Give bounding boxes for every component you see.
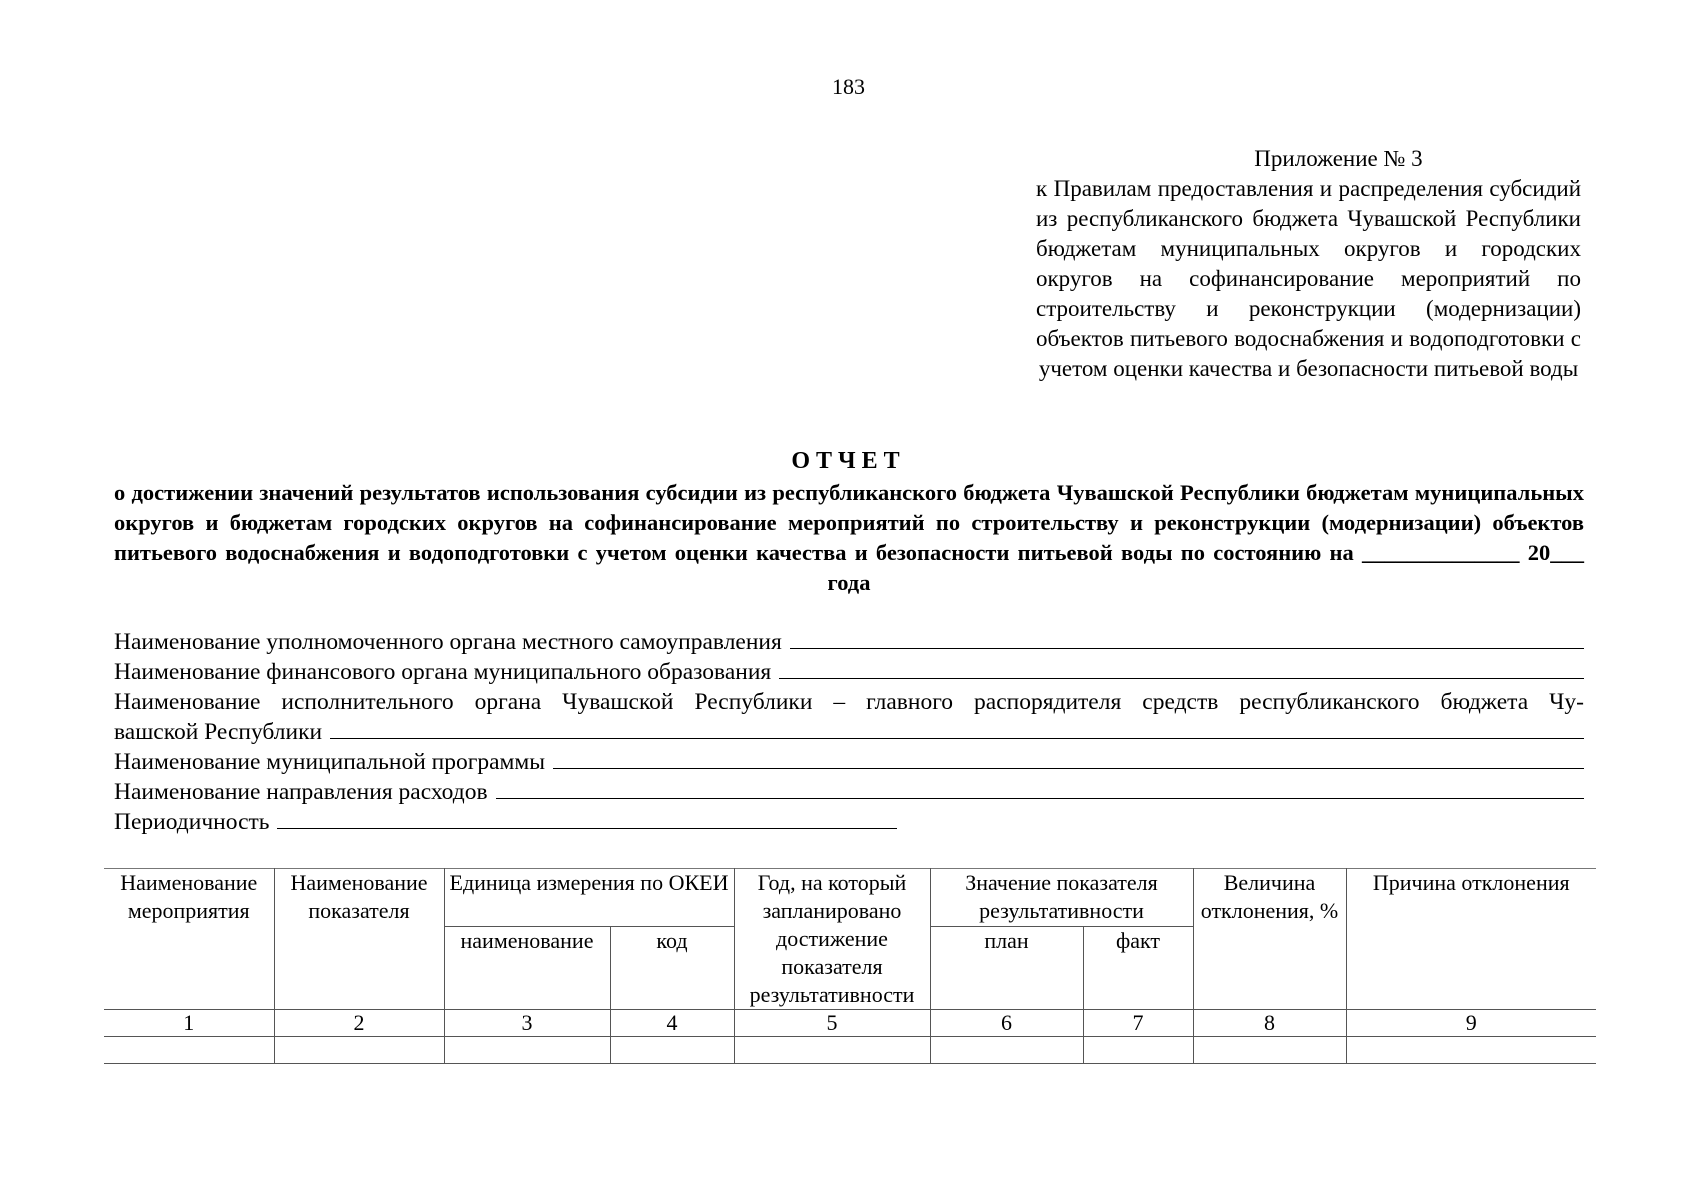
header-reason: Причина отклонения (1346, 869, 1596, 1010)
table-cell (1193, 1037, 1346, 1064)
field-direction-label: Наименование направления расходов (114, 779, 488, 805)
table-header-row-1 (104, 869, 1596, 927)
report-subtitle: о достижении значений результатов использования субсидии из республиканского бюджета Чувашской Республики бюджетам муниципальных округов и бюджетам городских округов на софинансирование мероприятий по строительству и реконструкции (модернизации) объектов питьевого водоснабжения и водоподготовки с учетом оценки качества и безопасности питьевой воды по состоянию на ______________ 20___ года (114, 480, 1584, 595)
field-finance (114, 657, 1584, 687)
header-unit: Единица измерения по ОКЕИ (444, 869, 734, 927)
field-periodicity (114, 807, 1584, 837)
field-periodicity-label: Периодичность (114, 809, 270, 835)
column-number: 2 (274, 1010, 444, 1037)
page-number: 183 (832, 74, 865, 99)
column-number: 7 (1083, 1010, 1193, 1037)
table-cell (734, 1037, 930, 1064)
report-heading: ОТЧЕТ (791, 448, 906, 474)
field-executive-blank (330, 718, 1584, 739)
field-direction-blank (496, 778, 1584, 799)
table-cell (274, 1037, 444, 1064)
field-authority-label: Наименование уполномоченного органа местного самоуправления (114, 629, 782, 655)
appendix-block (1036, 144, 1581, 384)
header-event: Наименование мероприятия (104, 869, 274, 1010)
appendix-text: к Правилам предоставления и распределения субсидий из республиканского бюджета Чувашской Республики бюджетам муниципальных округов и городских округов на софинансирование мероприятий по строительству и реконструкции (модернизации) объектов питьевого водоснабжения и водоподготовки с учетом оценки качества и безопасности питьевой воды (1036, 176, 1581, 381)
field-executive (114, 717, 1584, 747)
column-number: 4 (610, 1010, 734, 1037)
header-unit-name: наименование (444, 927, 610, 1010)
header-unit-code: код (610, 927, 734, 1010)
field-program (114, 747, 1584, 777)
column-number: 9 (1346, 1010, 1596, 1037)
table-row (104, 1037, 1596, 1064)
table-cell (104, 1037, 274, 1064)
report-table (104, 868, 1596, 1064)
column-number: 8 (1193, 1010, 1346, 1037)
table-cell (444, 1037, 610, 1064)
header-year: Год, на который запланировано достижение показателя результативности (734, 869, 930, 1010)
table-cell (1346, 1037, 1596, 1064)
field-finance-blank (779, 658, 1584, 679)
appendix-title: Приложение № 3 (1254, 146, 1423, 171)
column-number-row (104, 1010, 1596, 1037)
field-executive-label-line1: Наименование исполнительного органа Чувашской Республики – главного распорядителя средств республиканского бюджета Чу- (114, 689, 1584, 715)
header-deviation: Величина отклонения, % (1193, 869, 1346, 1010)
field-program-blank (553, 748, 1584, 769)
header-plan: план (930, 927, 1083, 1010)
field-direction (114, 777, 1584, 807)
header-fact: факт (1083, 927, 1193, 1010)
field-periodicity-blank (277, 808, 897, 829)
field-finance-label: Наименование финансового органа муниципального образования (114, 659, 772, 685)
table-cell (1083, 1037, 1193, 1064)
field-authority-blank (790, 628, 1584, 649)
header-value: Значение показателя результативности (930, 869, 1193, 927)
report-fields (114, 627, 1584, 837)
field-authority (114, 627, 1584, 657)
header-indicator: Наименование показателя (274, 869, 444, 1010)
column-number: 6 (930, 1010, 1083, 1037)
field-program-label: Наименование муниципальной программы (114, 749, 546, 775)
column-number: 5 (734, 1010, 930, 1037)
column-number: 1 (104, 1010, 274, 1037)
field-executive-label-line2: вашской Республики (114, 719, 323, 745)
table-cell (610, 1037, 734, 1064)
column-number: 3 (444, 1010, 610, 1037)
table-cell (930, 1037, 1083, 1064)
